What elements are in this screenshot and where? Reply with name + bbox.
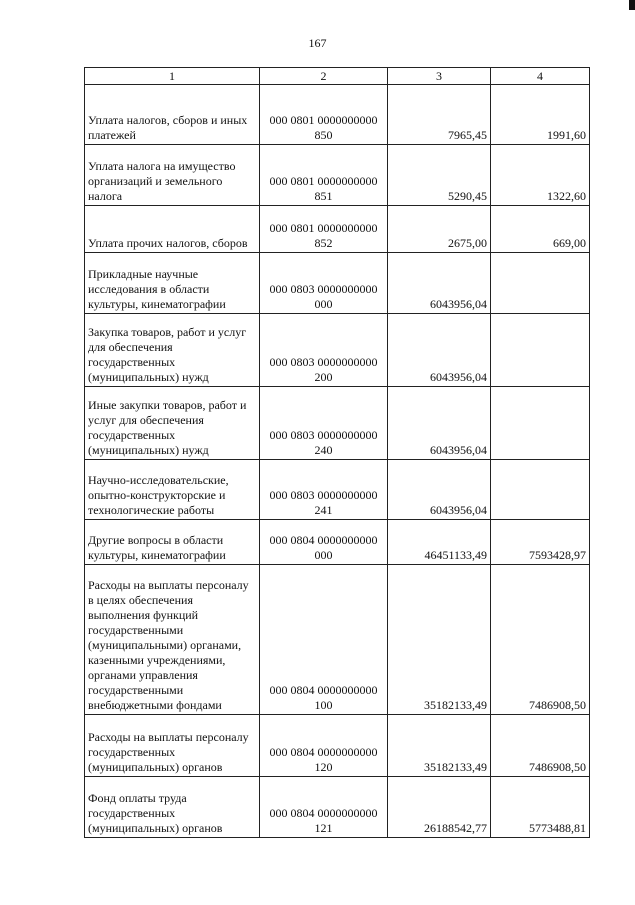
row-code: 000 0801 0000000000 851: [260, 145, 388, 206]
row-name: Другие вопросы в области культуры, кинематографии: [85, 520, 260, 565]
row-col4: [491, 253, 590, 314]
row-code: 000 0804 0000000000 120: [260, 715, 388, 777]
row-code: 000 0803 0000000000 240: [260, 387, 388, 460]
table-row: [85, 460, 590, 520]
row-col3: 7965,45: [388, 85, 491, 145]
row-col4: 7486908,50: [491, 715, 590, 777]
table-row: [85, 777, 590, 838]
row-name: Уплата прочих налогов, сборов: [85, 206, 260, 253]
row-col4: 7486908,50: [491, 565, 590, 715]
row-code: 000 0804 0000000000 000: [260, 520, 388, 565]
table-row: [85, 206, 590, 253]
row-name: Уплата налогов, сборов и иных платежей: [85, 85, 260, 145]
row-col4: 669,00: [491, 206, 590, 253]
row-col3: 26188542,77: [388, 777, 491, 838]
row-code: 000 0801 0000000000 852: [260, 206, 388, 253]
row-col4: 5773488,81: [491, 777, 590, 838]
row-col3: 6043956,04: [388, 314, 491, 387]
row-col4: [491, 387, 590, 460]
row-name: Расходы на выплаты персоналу государственных (муниципальных) органов: [85, 715, 260, 777]
row-col4: 1991,60: [491, 85, 590, 145]
row-name: Закупка товаров, работ и услуг для обеспечения государственных (муниципальных) нужд: [85, 314, 260, 387]
table-row: [85, 520, 590, 565]
page-number: 167: [308, 36, 327, 50]
table-row: [85, 387, 590, 460]
row-code: 000 0803 0000000000 200: [260, 314, 388, 387]
header-col-4: 4: [491, 68, 590, 85]
table-row: [85, 314, 590, 387]
header-row: [85, 68, 590, 85]
row-col4: [491, 314, 590, 387]
table-row: [85, 565, 590, 715]
row-name: Фонд оплаты труда государственных (муниципальных) органов: [85, 777, 260, 838]
row-name: Прикладные научные исследования в области культуры, кинематографии: [85, 253, 260, 314]
corner-mark: [629, 0, 635, 10]
row-name: Уплата налога на имущество организаций и земельного налога: [85, 145, 260, 206]
table-row: [85, 715, 590, 777]
row-col3: 35182133,49: [388, 565, 491, 715]
row-col3: 6043956,04: [388, 460, 491, 520]
table-row: [85, 85, 590, 145]
header-col-1: 1: [85, 68, 260, 85]
row-code: 000 0801 0000000000 850: [260, 85, 388, 145]
header-col-3: 3: [388, 68, 491, 85]
row-col4: [491, 460, 590, 520]
header-col-2: 2: [260, 68, 388, 85]
table-row: [85, 253, 590, 314]
row-col3: 6043956,04: [388, 253, 491, 314]
row-name: Иные закупки товаров, работ и услуг для обеспечения государственных (муниципальных) нужд: [85, 387, 260, 460]
row-name: Научно-исследовательские, опытно-конструкторские и технологические работы: [85, 460, 260, 520]
row-name: Расходы на выплаты персоналу в целях обеспечения выполнения функций государственными (муниципальными) органами, казенными учреждениями, органами управления государственными внебюджетными фондами: [85, 565, 260, 715]
table-row: [85, 145, 590, 206]
row-col4: 1322,60: [491, 145, 590, 206]
row-col3: 5290,45: [388, 145, 491, 206]
row-col3: 46451133,49: [388, 520, 491, 565]
row-col3: 6043956,04: [388, 387, 491, 460]
row-col3: 2675,00: [388, 206, 491, 253]
row-code: 000 0803 0000000000 000: [260, 253, 388, 314]
row-col3: 35182133,49: [388, 715, 491, 777]
row-col4: 7593428,97: [491, 520, 590, 565]
row-code: 000 0803 0000000000 241: [260, 460, 388, 520]
budget-table: [84, 67, 590, 838]
row-code: 000 0804 0000000000 121: [260, 777, 388, 838]
row-code: 000 0804 0000000000 100: [260, 565, 388, 715]
